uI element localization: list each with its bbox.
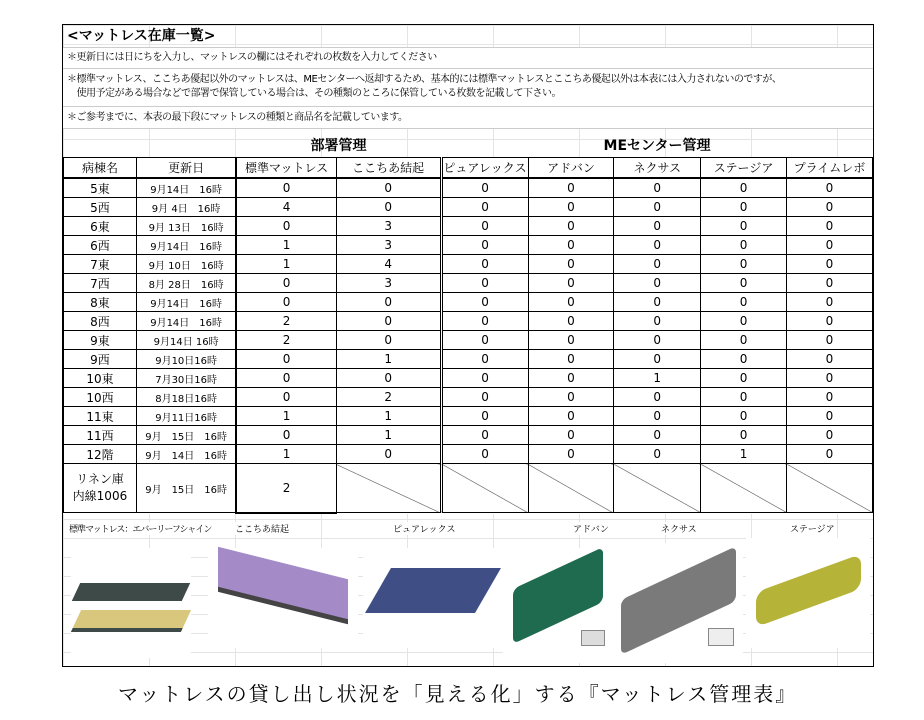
count-cell[interactable]: 0 <box>528 407 614 426</box>
ward-name <box>64 464 137 513</box>
count-cell[interactable]: 0 <box>528 369 614 388</box>
update-date-cell[interactable]: 8月 28日 16時 <box>136 274 236 293</box>
count-cell[interactable]: 0 <box>336 369 441 388</box>
product-label: アドバン <box>573 522 609 535</box>
mattress-nexus-image <box>613 543 743 663</box>
count-cell[interactable]: 0 <box>236 350 336 369</box>
table-row-linen <box>64 464 873 513</box>
disabled-cell <box>336 464 441 513</box>
update-date-cell[interactable]: 9月 4日 16時 <box>136 198 236 217</box>
count-cell[interactable]: 0 <box>441 369 528 388</box>
count-cell[interactable]: 0 <box>701 369 787 388</box>
table-row <box>64 255 873 274</box>
count-cell[interactable]: 0 <box>528 445 614 464</box>
count-cell[interactable]: 0 <box>614 388 701 407</box>
update-date-cell[interactable]: 9月14日 16時 <box>136 293 236 312</box>
count-cell[interactable]: 0 <box>528 178 614 198</box>
update-date-cell[interactable]: 9月14日 16時 <box>136 312 236 331</box>
count-cell[interactable]: 0 <box>441 236 528 255</box>
column-header: プライムレボ <box>787 158 873 179</box>
table-row <box>64 369 873 388</box>
product-label: ステージア <box>790 522 835 535</box>
inventory-table <box>63 157 873 514</box>
count-cell[interactable]: 0 <box>614 236 701 255</box>
mattress-kokochia-image <box>208 548 358 648</box>
count-cell[interactable]: 0 <box>614 274 701 293</box>
table-row <box>64 407 873 426</box>
ward-name: 12階 <box>64 445 137 464</box>
count-cell[interactable]: 0 <box>701 293 787 312</box>
product-label: ここちあ結起 <box>235 522 289 535</box>
count-cell[interactable]: 0 <box>441 388 528 407</box>
table-row <box>64 236 873 255</box>
table-row <box>64 312 873 331</box>
count-cell[interactable]: 0 <box>528 388 614 407</box>
disabled-cell <box>701 464 787 513</box>
count-cell[interactable]: 0 <box>614 350 701 369</box>
count-cell[interactable]: 0 <box>236 178 336 198</box>
table-row <box>64 426 873 445</box>
count-cell[interactable]: 0 <box>441 217 528 236</box>
column-header: ピュアレックス <box>441 158 528 179</box>
disabled-cell <box>528 464 614 513</box>
note-return <box>63 69 873 107</box>
count-cell[interactable]: 0 <box>701 407 787 426</box>
table-row <box>64 178 873 198</box>
count-cell[interactable]: 0 <box>336 331 441 350</box>
count-cell[interactable]: 1 <box>236 236 336 255</box>
count-cell[interactable]: 0 <box>787 255 873 274</box>
count-cell[interactable]: 0 <box>441 312 528 331</box>
count-cell[interactable]: 0 <box>236 293 336 312</box>
disabled-cell <box>441 464 528 513</box>
count-cell[interactable]: 0 <box>701 312 787 331</box>
ward-name: 6東 <box>64 217 137 236</box>
column-header: 病棟名 <box>64 158 137 179</box>
count-cell[interactable]: 0 <box>614 445 701 464</box>
count-cell[interactable]: 0 <box>701 217 787 236</box>
mattress-purelex-image <box>363 548 503 648</box>
count-cell[interactable]: 4 <box>236 198 336 217</box>
count-cell[interactable]: 0 <box>441 407 528 426</box>
count-cell[interactable]: 0 <box>614 426 701 445</box>
count-cell[interactable]: 3 <box>336 274 441 293</box>
count-cell[interactable]: 1 <box>236 407 336 426</box>
update-date-cell[interactable]: 9月10日16時 <box>136 350 236 369</box>
update-date-cell[interactable]: 9月14日 16時 <box>136 236 236 255</box>
count-cell[interactable]: 1 <box>336 426 441 445</box>
column-header: 更新日 <box>136 158 236 179</box>
note-return-line1: ＊標準マットレス、ここちあ優起以外のマットレスは、MEセンターへ返却するため、基本的には標準マットレスとここちあ優起以外は本表には入力されないのですが、 <box>67 74 782 85</box>
count-cell[interactable]: 4 <box>336 255 441 274</box>
disabled-cell <box>614 464 701 513</box>
column-header: アドバン <box>528 158 614 179</box>
note-return-line2: 使用予定がある場合などで部署で保管している場合は、その種類のところに保管している枚数を記載して下さい。 <box>67 88 561 99</box>
count-cell[interactable]: 1 <box>614 369 701 388</box>
ward-name: 11西 <box>64 426 137 445</box>
update-date-cell[interactable]: 9月 13日 16時 <box>136 217 236 236</box>
update-date-cell[interactable]: 9月 10日 16時 <box>136 255 236 274</box>
ward-name: 9西 <box>64 350 137 369</box>
update-date-cell[interactable]: 9月14日 16時 <box>136 178 236 198</box>
update-date-cell[interactable]: 9月14日 16時 <box>136 331 236 350</box>
count-cell[interactable]: 0 <box>441 293 528 312</box>
count-cell[interactable]: 0 <box>614 407 701 426</box>
ward-name: 9東 <box>64 331 137 350</box>
count-cell[interactable]: 0 <box>614 331 701 350</box>
update-date-cell[interactable]: 9月11日16時 <box>136 407 236 426</box>
group-dept: 部署管理 <box>310 138 367 154</box>
count-cell[interactable]: 0 <box>528 198 614 217</box>
count-cell[interactable]: 0 <box>787 445 873 464</box>
product-label: ピュアレックス <box>393 522 455 535</box>
table-row <box>64 350 873 369</box>
linen-extension: 内線1006 <box>72 489 128 503</box>
count-cell[interactable]: 0 <box>787 369 873 388</box>
count-cell[interactable]: 0 <box>701 350 787 369</box>
disabled-cell <box>787 464 873 513</box>
ward-name: 10西 <box>64 388 137 407</box>
column-header: ステージア <box>701 158 787 179</box>
mattress-standard-image <box>71 548 191 658</box>
ward-name: 8東 <box>64 293 137 312</box>
update-date-cell[interactable]: 9月 14日 16時 <box>136 445 236 464</box>
count-cell[interactable]: 0 <box>701 426 787 445</box>
count-cell[interactable]: 0 <box>701 255 787 274</box>
table-row <box>64 331 873 350</box>
count-cell[interactable]: 0 <box>614 293 701 312</box>
ward-name: 10東 <box>64 369 137 388</box>
update-date-cell[interactable]: 9月 15日 16時 <box>136 426 236 445</box>
ward-name: 6西 <box>64 236 137 255</box>
note-update: ＊更新日には日にちを入力し、マットレスの欄にはそれぞれの枚数を入力してください <box>63 48 873 69</box>
count-cell[interactable]: 0 <box>787 236 873 255</box>
count-cell[interactable]: 2 <box>336 388 441 407</box>
count-cell[interactable]: 0 <box>701 331 787 350</box>
count-cell[interactable]: 0 <box>236 426 336 445</box>
column-header: ネクサス <box>614 158 701 179</box>
count-cell[interactable]: 0 <box>441 255 528 274</box>
count-cell[interactable]: 0 <box>441 426 528 445</box>
count-cell[interactable]: 0 <box>336 198 441 217</box>
sheet-title: <マットレス在庫一覧> <box>63 25 873 48</box>
count-cell[interactable]: 0 <box>236 274 336 293</box>
count-cell[interactable]: 0 <box>701 198 787 217</box>
caption: マットレスの貸し出し状況を「見える化」する『マットレス管理表』 <box>118 682 798 706</box>
count-cell[interactable]: 0 <box>614 217 701 236</box>
count-cell[interactable]: 0 <box>441 198 528 217</box>
table-row <box>64 217 873 236</box>
table-row <box>64 198 873 217</box>
count-cell[interactable]: 0 <box>701 274 787 293</box>
ward-name: 11東 <box>64 407 137 426</box>
count-cell[interactable]: 2 <box>236 464 336 513</box>
count-cell[interactable]: 1 <box>336 407 441 426</box>
inventory-sheet <box>62 24 874 667</box>
count-cell[interactable]: 0 <box>236 217 336 236</box>
update-date-cell[interactable]: 7月30日16時 <box>136 369 236 388</box>
ward-name: 5西 <box>64 198 137 217</box>
update-date-cell[interactable]: 9月 15日 16時 <box>136 464 236 513</box>
column-header: ここちあ結起 <box>336 158 441 179</box>
count-cell[interactable]: 0 <box>787 407 873 426</box>
count-cell[interactable]: 0 <box>787 388 873 407</box>
update-date-cell[interactable]: 8月18日16時 <box>136 388 236 407</box>
count-cell[interactable]: 2 <box>236 312 336 331</box>
count-cell[interactable]: 0 <box>787 217 873 236</box>
count-cell[interactable]: 0 <box>528 426 614 445</box>
group-me-center: MEセンター管理 <box>603 138 711 154</box>
count-cell[interactable]: 0 <box>787 198 873 217</box>
table-row <box>64 388 873 407</box>
count-cell[interactable]: 0 <box>701 236 787 255</box>
count-cell[interactable]: 2 <box>236 331 336 350</box>
column-header: 標準マットレス <box>236 158 336 179</box>
count-cell[interactable]: 0 <box>236 369 336 388</box>
product-label: 標準マットレス：エバーリーフシャイン <box>69 522 211 535</box>
count-cell[interactable]: 0 <box>787 274 873 293</box>
count-cell[interactable]: 0 <box>787 293 873 312</box>
count-cell[interactable]: 0 <box>528 331 614 350</box>
ward-name: 8西 <box>64 312 137 331</box>
table-row <box>64 445 873 464</box>
note-reference: ＊ご参考までに、本表の最下段にマットレスの種類と商品名を記載しています。 <box>63 107 873 129</box>
count-cell[interactable]: 1 <box>236 445 336 464</box>
count-cell[interactable]: 0 <box>236 388 336 407</box>
ward-name: 7西 <box>64 274 137 293</box>
count-cell[interactable]: 0 <box>441 445 528 464</box>
count-cell[interactable]: 0 <box>441 331 528 350</box>
count-cell[interactable]: 0 <box>528 217 614 236</box>
count-cell[interactable]: 0 <box>614 312 701 331</box>
table-row <box>64 293 873 312</box>
count-cell[interactable]: 0 <box>528 350 614 369</box>
count-cell[interactable]: 1 <box>236 255 336 274</box>
count-cell[interactable]: 3 <box>336 236 441 255</box>
ward-name: 7東 <box>64 255 137 274</box>
product-gallery <box>63 518 873 668</box>
count-cell[interactable]: 1 <box>336 350 441 369</box>
mattress-advan-image <box>503 548 613 663</box>
count-cell[interactable]: 0 <box>528 293 614 312</box>
count-cell[interactable]: 0 <box>787 350 873 369</box>
count-cell[interactable]: 0 <box>528 274 614 293</box>
count-cell[interactable]: 0 <box>787 178 873 198</box>
table-row <box>64 274 873 293</box>
count-cell[interactable]: 0 <box>336 178 441 198</box>
count-cell[interactable]: 0 <box>336 312 441 331</box>
linen-name: リネン庫 <box>76 472 124 486</box>
count-cell[interactable]: 0 <box>614 178 701 198</box>
count-cell[interactable]: 0 <box>701 178 787 198</box>
count-cell[interactable]: 0 <box>528 236 614 255</box>
count-cell[interactable]: 3 <box>336 217 441 236</box>
ward-name: 5東 <box>64 178 137 198</box>
count-cell[interactable]: 0 <box>336 445 441 464</box>
count-cell[interactable]: 0 <box>441 274 528 293</box>
count-cell[interactable]: 0 <box>787 331 873 350</box>
count-cell[interactable]: 0 <box>441 178 528 198</box>
count-cell[interactable]: 0 <box>701 388 787 407</box>
mattress-stagea-image <box>746 538 870 648</box>
product-label: ネクサス <box>661 522 697 535</box>
count-cell[interactable]: 0 <box>614 255 701 274</box>
count-cell[interactable]: 1 <box>701 445 787 464</box>
count-cell[interactable]: 0 <box>614 198 701 217</box>
count-cell[interactable]: 0 <box>528 312 614 331</box>
count-cell[interactable]: 0 <box>528 255 614 274</box>
count-cell[interactable]: 0 <box>787 312 873 331</box>
count-cell[interactable]: 0 <box>336 293 441 312</box>
count-cell[interactable]: 0 <box>441 350 528 369</box>
count-cell[interactable]: 0 <box>787 426 873 445</box>
